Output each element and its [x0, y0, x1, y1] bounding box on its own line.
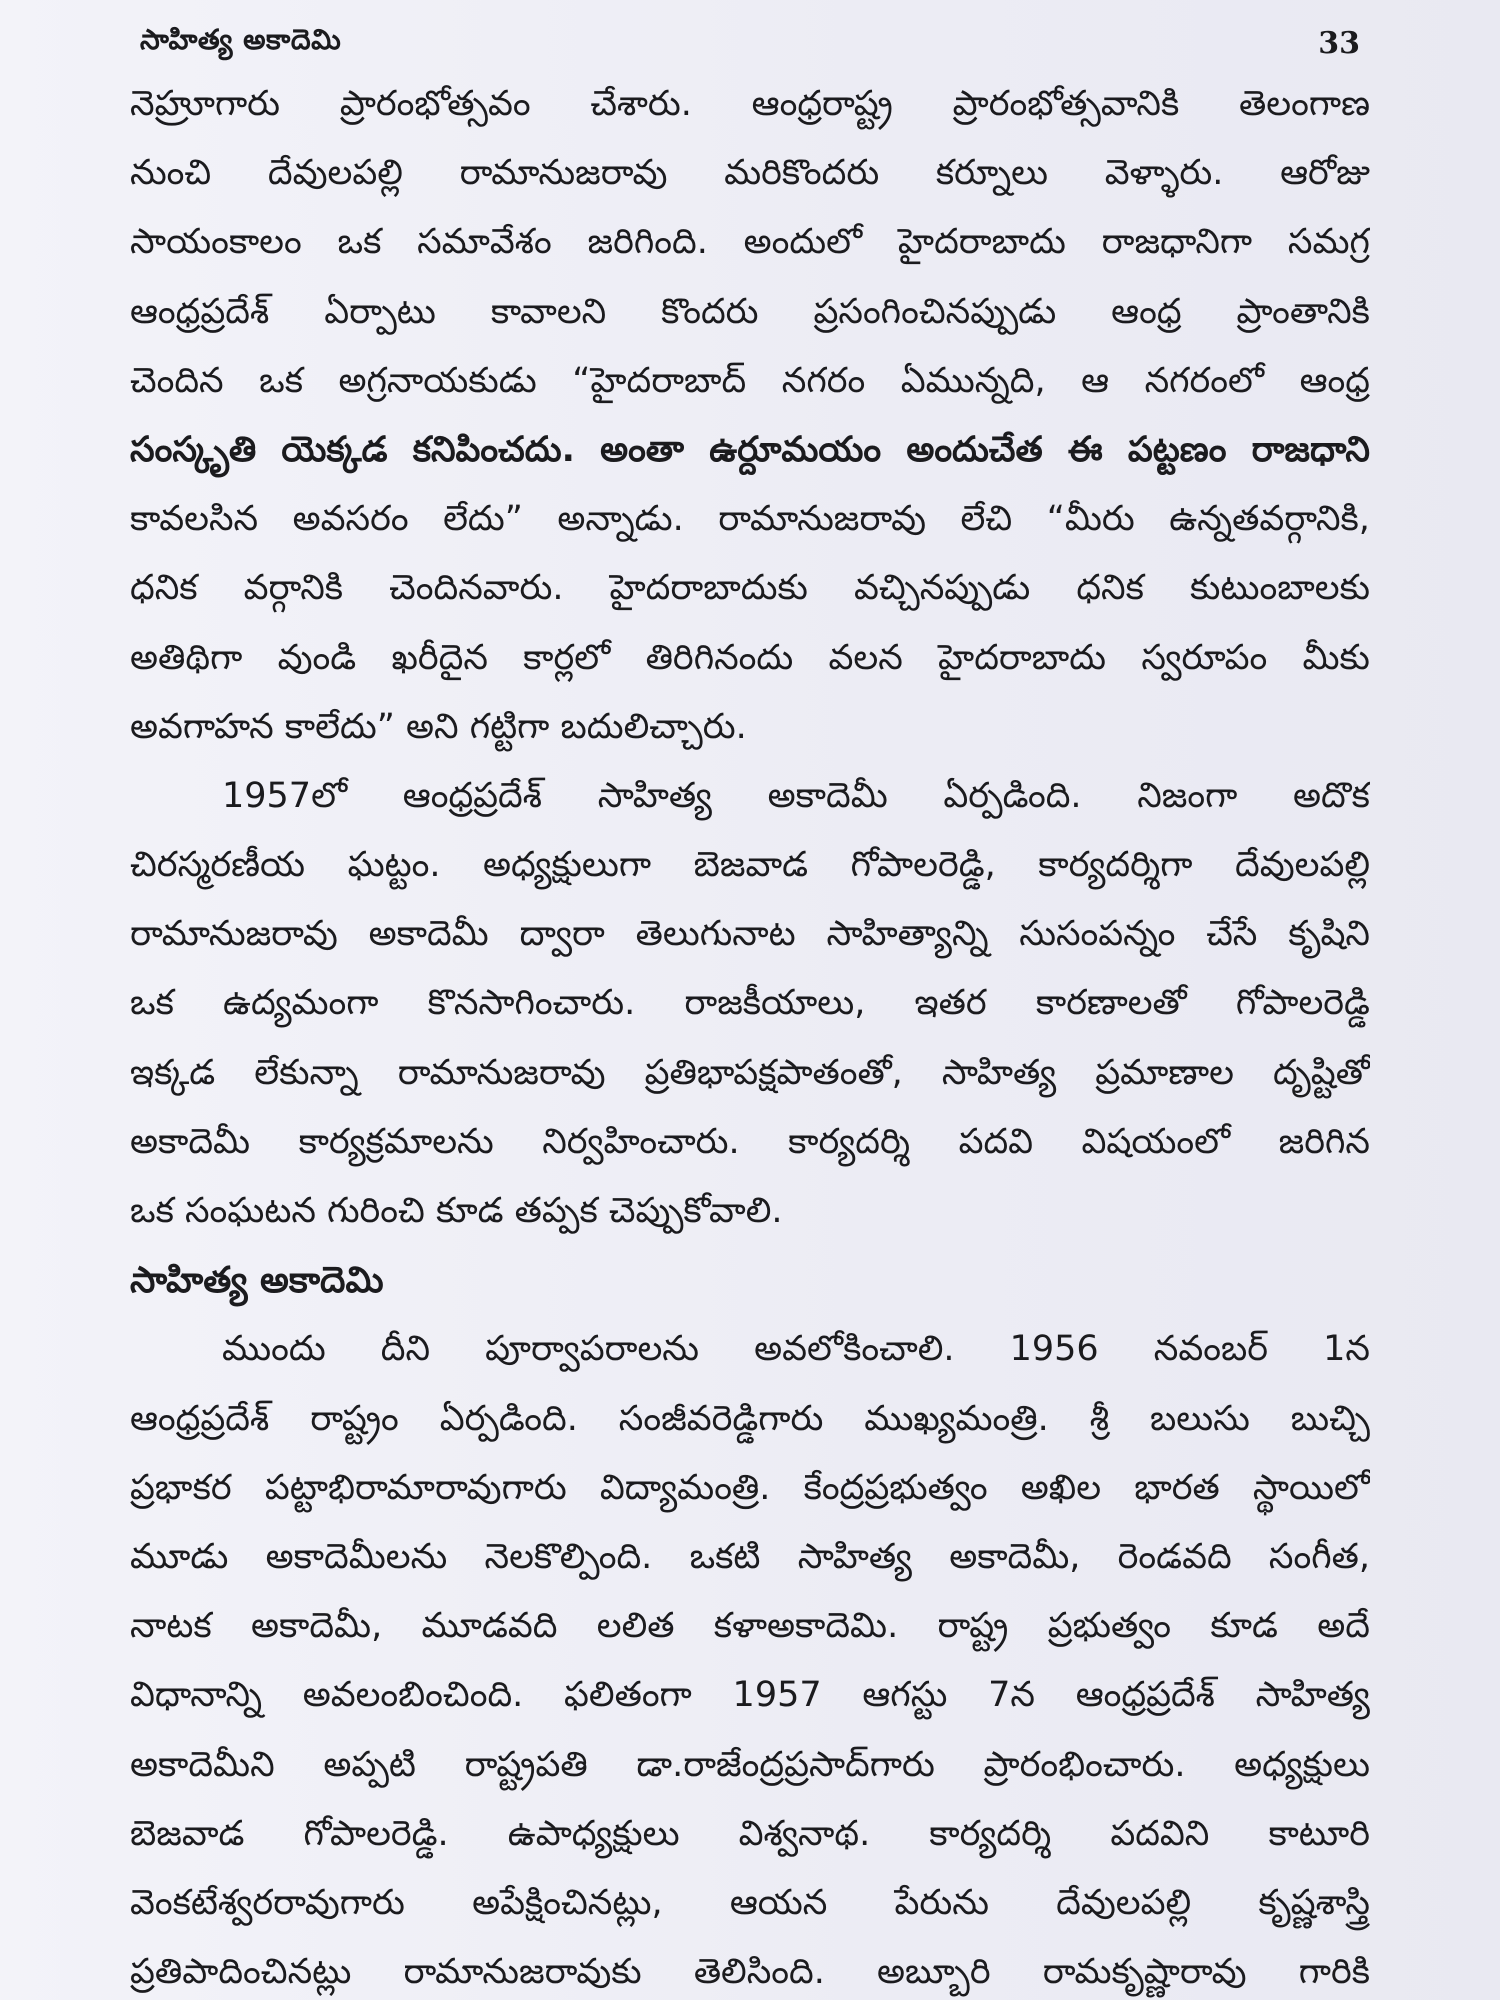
word: లేచి [960, 499, 1013, 540]
word: దేవులపల్లి [1235, 845, 1370, 886]
word: బెజవాడ [130, 1813, 245, 1854]
word: 1న [1323, 1329, 1370, 1370]
word: ఆంధ్రప్రదేశ్ [130, 291, 270, 332]
word: రెండవది [1117, 1536, 1232, 1577]
text-line: అవగాహన కాలేదు” అని గట్టిగా బదులిచ్చారు. [130, 706, 747, 747]
word: కనిపించదు. [412, 429, 575, 470]
word: డా.రాజేంద్రప్రసాద్‌గారు [636, 1744, 935, 1785]
word: భారత [1134, 1467, 1220, 1508]
word: అకాదెమీ, [949, 1536, 1081, 1577]
paragraph-1 [130, 70, 1370, 762]
word: అకాదెమీ [130, 1121, 251, 1162]
word: వెళ్ళారు. [1104, 153, 1224, 194]
text-line [130, 1731, 1370, 1800]
text-line [130, 1039, 1370, 1108]
word: 1957 [732, 1675, 822, 1716]
word: కార్యదర్శి [788, 1121, 911, 1162]
word: అకాదెమీ [368, 914, 489, 955]
word: చేశారు. [590, 84, 692, 124]
word: కృషిని [1288, 914, 1370, 955]
text-line [130, 554, 1370, 623]
word: ఒక [337, 222, 382, 263]
page-header [140, 20, 1360, 66]
page-number: 33 [1318, 25, 1360, 61]
word: రాజధానిగా [1101, 222, 1253, 263]
word: ఇక్కడ [130, 1052, 216, 1093]
page-body [130, 70, 1370, 2000]
word: వలన [828, 637, 903, 678]
word: సాహిత్య [797, 1536, 912, 1577]
text-line [130, 831, 1370, 900]
text-line [130, 1938, 1370, 2000]
word: కళాఅకాదెమి. [713, 1606, 899, 1647]
word: నిర్వహించారు. [542, 1121, 740, 1162]
text-line [130, 416, 1370, 485]
word: వెంకటేశ్వరరావుగారు [130, 1882, 405, 1923]
text-line [130, 1385, 1370, 1454]
word: ఏర్పాటు [324, 291, 436, 332]
word: ఒక [130, 983, 174, 1024]
word: ఘట్టం. [347, 845, 441, 886]
word: జరిగిన [1278, 1121, 1370, 1162]
text-line [130, 624, 1370, 693]
word: దేవులపల్లి [1056, 1882, 1192, 1923]
word: 1957లో [222, 775, 348, 816]
text-line: ఒక సంఘటన గురించి కూడ తప్పక చెప్పుకోవాలి. [130, 1191, 783, 1231]
word: సాహిత్య [597, 775, 712, 816]
word: సాహిత్య [1255, 1675, 1370, 1716]
word: బెజవాడ [693, 845, 809, 886]
word: ప్రమాణాల [1095, 1052, 1234, 1093]
word: తెలుగునాట [635, 914, 796, 955]
word: ఆరోజు [1280, 153, 1370, 194]
word: రామానుజరావు [718, 499, 927, 540]
word: నగరంలో [1144, 360, 1265, 401]
word: ప్రాంతానికి [1236, 291, 1370, 332]
text-line [130, 1592, 1370, 1661]
word: రామకృష్ణారావు [1042, 1952, 1247, 1993]
word: గారికి [1298, 1952, 1370, 1993]
word: ఆంధ్ర [1111, 291, 1182, 332]
word: బుచ్చి [1290, 1398, 1370, 1439]
word: సంజీవరెడ్డిగారు [618, 1398, 824, 1439]
word: సాహిత్యాన్ని [826, 914, 989, 955]
word: సుసంపన్నం [1019, 914, 1176, 955]
word: చిరస్మరణీయ [130, 845, 306, 886]
text-line [130, 900, 1370, 969]
word: అకాదెమీని [130, 1744, 275, 1785]
word: ముందు [222, 1329, 326, 1370]
word: రాష్ట్రం [310, 1398, 399, 1439]
word: ధనిక [130, 568, 198, 609]
word: ఏర్పడింది. [439, 1398, 578, 1439]
word: మూడు [130, 1536, 229, 1577]
word: ఏర్పడింది. [943, 775, 1082, 816]
word: ఖరీదైన [391, 637, 488, 678]
word: ప్రతిభాపక్షపాతంతో, [644, 1052, 903, 1093]
word: సమావేశం [417, 222, 552, 263]
word: రామానుజరావు [459, 153, 668, 194]
paragraph-2 [130, 762, 1370, 1246]
word: ఆంధ్రప్రదేశ్ [1075, 1675, 1215, 1716]
word: కార్లలో [523, 637, 611, 678]
word: కొనసాగించారు. [427, 983, 636, 1024]
text-line [130, 278, 1370, 347]
word: ప్రారంభోత్సవం [339, 84, 531, 124]
word: హైదరాబాదు [897, 222, 1066, 263]
word: అదొక [1293, 775, 1370, 816]
word: సంగీత, [1268, 1536, 1370, 1577]
word: అదే [1317, 1606, 1370, 1647]
text-line [130, 1523, 1370, 1592]
text-line [130, 1869, 1370, 1938]
word: ఆయన [729, 1882, 828, 1923]
word: అందులో [743, 222, 863, 263]
word: ఈ [1067, 429, 1103, 470]
word: ప్రారంభోత్సవానికి [952, 84, 1180, 124]
word: అబ్బూరి [877, 1952, 991, 1993]
word: సాయంకాలం [130, 222, 302, 263]
word: బలుసు [1149, 1398, 1250, 1439]
text-line [130, 1108, 1370, 1177]
word: “హైదరాబాద్ [572, 360, 747, 401]
text-line [130, 762, 1370, 831]
word: కేంద్రప్రభుత్వం [803, 1467, 988, 1508]
word: ప్రభుత్వం [1047, 1606, 1172, 1647]
word: కుటుంబాలకు [1189, 568, 1370, 609]
word: హైదరాబాదుకు [609, 568, 808, 609]
word: పట్టాభిరామారావుగారు [264, 1467, 567, 1508]
word: అకాదెమీ [767, 775, 888, 816]
word: కారణాలతో [1035, 983, 1187, 1024]
word: కొందరు [661, 291, 759, 332]
word: కూడ [1210, 1606, 1278, 1647]
word: మరికొందరు [724, 153, 880, 194]
word: జరిగింది. [587, 222, 708, 263]
word: కర్నూలు [935, 153, 1049, 194]
word: రామానుజరావు [397, 1052, 606, 1093]
word: మీకు [1302, 637, 1370, 678]
text-line [130, 969, 1370, 1038]
word: అఖిల [1020, 1467, 1102, 1508]
word: కార్యదర్శి [929, 1813, 1052, 1854]
word: చేసే [1206, 914, 1258, 955]
word: పదవిని [1110, 1813, 1210, 1854]
word: పదవి [958, 1121, 1034, 1162]
word: అధ్యక్షులు [1234, 1744, 1370, 1785]
word: ఆంధ్రప్రదేశ్ [402, 775, 543, 816]
word: రామానుజరావు [130, 914, 338, 955]
word: అవసరం [292, 499, 409, 540]
word: అపేక్షించినట్లు, [472, 1882, 663, 1923]
section-heading: సాహిత్య అకాదెమి [130, 1260, 384, 1302]
word: గోపాలరెడ్డి [1235, 983, 1370, 1024]
word: ఒక [259, 360, 304, 401]
word: గోపాలరెడ్డి. [303, 1813, 449, 1854]
word: అకాదెమీలను [265, 1536, 448, 1577]
word: విశ్వనాథ. [738, 1813, 871, 1854]
word: అగ్రనాయకుడు [338, 360, 537, 401]
word: ధనిక [1076, 568, 1144, 609]
word: చెందినవారు. [389, 568, 564, 609]
word: లేదు” [443, 499, 523, 540]
word: వర్గానికి [243, 568, 344, 609]
word: లేకున్నా [254, 1052, 359, 1093]
word: మూడవది [421, 1606, 558, 1647]
word: వుండి [277, 637, 357, 678]
word: తెలిసింది. [693, 1952, 825, 1993]
word: తెలంగాణ [1239, 84, 1370, 124]
word: ఆంధ్ర [1299, 360, 1370, 401]
word: 7న [988, 1675, 1035, 1716]
word: ఉద్యమంగా [223, 983, 379, 1024]
word: పేరును [894, 1882, 989, 1923]
text-line [130, 70, 1370, 139]
word: శ్రీ [1089, 1398, 1109, 1439]
word: ఆంధ్రప్రదేశ్ [130, 1398, 270, 1439]
word: అంతా [600, 429, 685, 470]
word: ఏమున్నది, [900, 360, 1046, 401]
word: దృష్టితో [1273, 1052, 1370, 1093]
word: కార్యదర్శిగా [1038, 845, 1193, 886]
word: విద్యామంత్రి. [599, 1467, 771, 1508]
text-line [130, 139, 1370, 208]
word: దేవులపల్లి [267, 153, 403, 194]
word: అవలోకించాలి. [754, 1329, 955, 1370]
word: అన్నాడు. [557, 499, 684, 540]
word: యెక్కడ [281, 429, 388, 470]
word: స్థాయిలో [1252, 1467, 1370, 1508]
word: రాష్ట్ర [937, 1606, 1009, 1647]
word: ద్వారా [519, 914, 605, 955]
word: ఉన్నతవర్గానికి, [1169, 499, 1370, 540]
running-title: సాహిత్య అకాదెమి [140, 23, 342, 56]
word: కృష్ణశాస్త్రి [1258, 1882, 1370, 1923]
word: పట్టణం [1127, 429, 1227, 470]
word: నిజంగా [1137, 775, 1238, 816]
text-line [130, 1454, 1370, 1523]
word: పూర్వాపరాలను [485, 1329, 699, 1370]
word: 1956 [1009, 1329, 1099, 1370]
text-line [130, 1315, 1370, 1384]
word: అతిథిగా [130, 637, 243, 678]
word: సమగ్ర [1287, 222, 1370, 263]
word: ప్రభాకర [130, 1467, 232, 1508]
word: అప్పటి [323, 1744, 416, 1785]
word: నగరం [781, 360, 866, 401]
word: తిరిగినందు [645, 637, 794, 678]
word: అందుచేత [906, 429, 1043, 470]
word: నాటక [130, 1606, 212, 1647]
word: రాజకీయాలు, [684, 983, 866, 1024]
word: సంస్కృతి [130, 429, 257, 470]
word: సాహిత్య [941, 1052, 1057, 1093]
word: ఫలితంగా [564, 1675, 692, 1716]
word: ఉర్దూమయం [709, 429, 882, 470]
word: దీని [380, 1329, 431, 1370]
word: నెలకొల్పింది. [484, 1536, 653, 1577]
word: కార్యక్రమాలను [298, 1121, 494, 1162]
word: నవంబర్ [1153, 1329, 1268, 1370]
word: అవలంబించింది. [302, 1675, 524, 1716]
word: అధ్యక్షులుగా [483, 845, 652, 886]
word: ప్రసంగించినప్పుడు [813, 291, 1057, 332]
word: ఆంధ్రరాష్ట్ర [751, 84, 893, 124]
word: ఉపాధ్యక్షులు [507, 1813, 680, 1854]
word: ప్రతిపాదించినట్లు [130, 1952, 352, 1993]
word: ఆగస్టు [862, 1675, 948, 1716]
word: రాజధాని [1251, 429, 1370, 470]
text-line [130, 1800, 1370, 1869]
word: ఒకటి [689, 1536, 761, 1577]
word: కావలసిన [130, 499, 259, 540]
word: నుంచి [130, 153, 212, 194]
word: ముఖ్యమంత్రి. [864, 1398, 1049, 1439]
word: అకాదెమీ, [250, 1606, 383, 1647]
word: లలిత [596, 1606, 675, 1647]
word: హైదరాబాదు [938, 637, 1107, 678]
word: రాష్ట్రపతి [464, 1744, 588, 1785]
word: రామానుజరావుకు [403, 1952, 642, 1993]
word: విధానాన్ని [130, 1675, 262, 1716]
word: కావాలని [490, 291, 607, 332]
word: ప్రారంభించారు. [983, 1744, 1186, 1785]
word: గోపాలరెడ్డి, [850, 845, 996, 886]
text-line [130, 208, 1370, 277]
word: కాటూరి [1268, 1813, 1370, 1854]
word: వచ్చినప్పుడు [854, 568, 1031, 609]
word: చెందిన [130, 360, 224, 401]
paragraph-3 [130, 1315, 1370, 2000]
word: విషయంలో [1081, 1121, 1231, 1162]
word: స్వరూపం [1141, 637, 1268, 678]
word: ఆ [1081, 360, 1110, 401]
word: ఇతర [914, 983, 987, 1024]
word: నెహ్రూగారు [130, 84, 281, 124]
text-line [130, 347, 1370, 416]
text-line [130, 485, 1370, 554]
word: “మీరు [1046, 499, 1135, 540]
text-line [130, 1661, 1370, 1730]
